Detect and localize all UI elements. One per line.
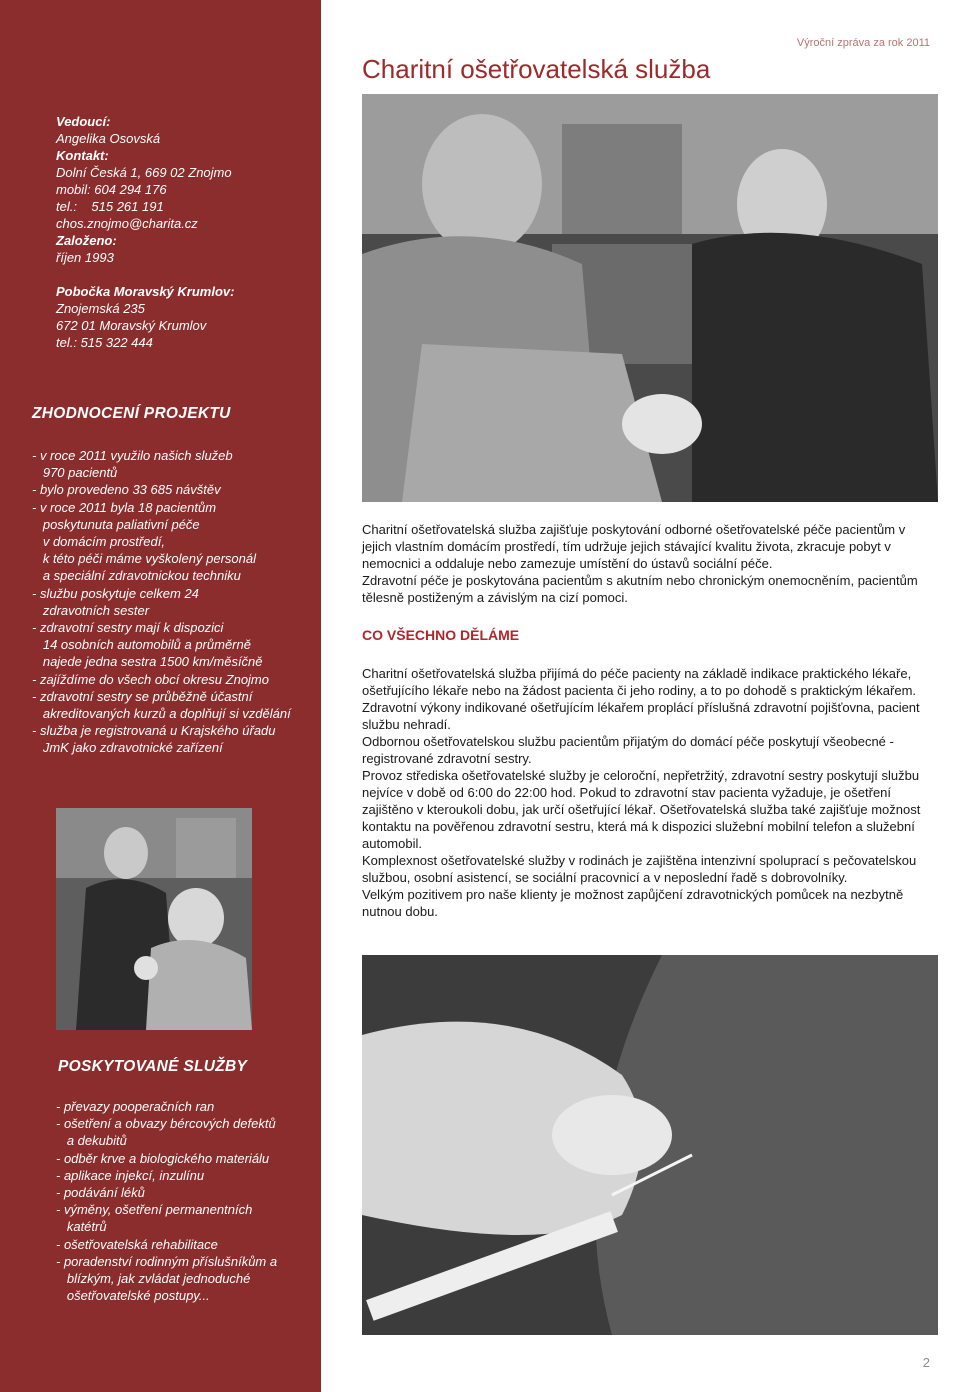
branch-tel: tel.: 515 322 444	[56, 335, 153, 350]
evaluation-item: k této péči máme vyškolený personál	[32, 551, 256, 567]
body-paragraph: Velkým pozitivem pro naše klienty je možnost zapůjčení zdravotnických pomůcek na nezbytně nutnou dobu.	[362, 887, 904, 919]
injection-photo	[362, 955, 938, 1335]
body-paragraph: Provoz střediska ošetřovatelské služby je celoroční, nepřetržitý, zdravotní sestry poskytují službu nejvíce v době od 6:00 do 22:00 hod. Pokud to zdravotní stav pacienta vyžaduje, je ošetření zajištěno v kteroukoli dobu, jak určí ošetřující lékař. Ošetřovatelská služba také zajišťuje možnost kontaktu na pověřenou zdravotní sestru, která má k dispozici služební mobilní telefon a služební automobil.	[362, 768, 921, 851]
nurse-patient-photo	[56, 808, 252, 1030]
evaluation-item: a speciální zdravotnickou techniku	[32, 568, 241, 584]
service-item: - aplikace injekcí, inzulínu	[56, 1167, 205, 1183]
evaluation-item: poskytunuta paliativní péče	[32, 516, 200, 532]
page-number: 2	[922, 1355, 930, 1370]
service-item: katétrů	[56, 1219, 107, 1235]
report-year-label: Výroční zpráva za rok 2011	[796, 37, 930, 49]
evaluation-item: - zdravotní sestry se průběžně účastní	[32, 688, 253, 704]
evaluation-item: - služba je registrovaná u Krajského úřadu	[32, 723, 276, 739]
evaluation-list	[32, 447, 317, 757]
branch-street: Znojemská 235	[56, 301, 145, 316]
service-item: - výměny, ošetření permanentních	[56, 1202, 253, 1218]
contact-address: Dolní Česká 1, 669 02 Znojmo	[56, 165, 232, 180]
service-item: ošetřovatelské postupy...	[56, 1288, 210, 1304]
contact-email: chos.znojmo@charita.cz	[56, 216, 198, 231]
contact-label: Kontakt:	[56, 148, 109, 163]
contact-tel: tel.: 515 261 191	[56, 199, 164, 214]
evaluation-item: 970 pacientů	[32, 465, 118, 481]
head-name: Angelika Osovská	[56, 131, 161, 146]
branch-city: 672 01 Moravský Krumlov	[56, 318, 207, 333]
home-care-photo	[362, 94, 938, 502]
evaluation-item: - bylo provedeno 33 685 návštěv	[32, 482, 221, 498]
contact-mobile: mobil: 604 294 176	[56, 182, 167, 197]
founded-label: Založeno:	[56, 233, 117, 248]
evaluation-item: - zajíždíme do všech obcí okresu Znojmo	[32, 671, 269, 687]
branch-label: Pobočka Moravský Krumlov:	[56, 284, 235, 299]
body-paragraph: Komplexnost ošetřovatelské služby v rodinách je zajištěna intenzivní spoluprací s pečovatelskou službou, osobní asistencí, se sociální pracovnicí a v neposlední řadě s dobrovolníky.	[362, 853, 917, 885]
intro-paragraph: Charitní ošetřovatelská služba zajišťuje poskytování odborné ošetřovatelské péče pacientům v jejich vlastním domácím prostředí, tím udržuje jejich stávající kvalitu života, zkracuje pobyt v nemocnici a oddaluje nebo zamezuje umístění do ústavů sociální péče.	[362, 522, 906, 571]
evaluation-item: v domácím prostředí,	[32, 534, 165, 550]
evaluation-item: zdravotních sester	[32, 602, 150, 618]
service-item: - ošetřovatelská rehabilitace	[56, 1236, 218, 1252]
page-title: Charitní ošetřovatelská služba	[362, 54, 711, 84]
contact-block	[56, 113, 311, 351]
intro-text	[362, 521, 938, 606]
service-item: - poradenství rodinným příslušníkům a	[56, 1253, 278, 1269]
services-title: POSKYTOVANÉ SLUŽBY	[58, 1058, 248, 1075]
evaluation-item: 14 osobních automobilů a průměrně	[32, 637, 251, 653]
what-we-do-text	[362, 665, 938, 920]
intro-paragraph: Zdravotní péče je poskytována pacientům s akutním nebo chronickým onemocněním, pacientům tělesně postiženým a závislým na cizí pomoci.	[362, 573, 918, 605]
services-list	[56, 1098, 316, 1304]
evaluation-item: najede jedna sestra 1500 km/měsíčně	[32, 654, 263, 670]
evaluation-item: akreditovaných kurzů a doplňují si vzdělání	[32, 706, 291, 722]
evaluation-title: ZHODNOCENÍ PROJEKTU	[32, 405, 231, 422]
evaluation-item: - v roce 2011 byla 18 pacientům	[32, 499, 217, 515]
service-item: blízkým, jak zvládat jednoduché	[56, 1271, 251, 1287]
service-item: - ošetření a obvazy bércových defektů	[56, 1116, 276, 1132]
service-item: - převazy pooperačních ran	[56, 1099, 215, 1114]
body-paragraph: Zdravotní výkony indikované ošetřujícím lékařem proplácí příslušná zdravotní pojišťovna, pacient službu nehradí.	[362, 700, 920, 732]
head-label: Vedoucí:	[56, 114, 111, 129]
body-paragraph: Odbornou ošetřovatelskou službu pacientům přijatým do domácí péče poskytují všeobecné - registrované zdravotní sestry.	[362, 734, 894, 766]
service-item: - podávání léků	[56, 1185, 145, 1201]
evaluation-item: - v roce 2011 využilo našich služeb	[32, 448, 233, 463]
body-paragraph: Charitní ošetřovatelská služba přijímá do péče pacienty na základě indikace praktického lékaře, ošetřujícího lékaře nebo na žádost pacienta či jeho rodiny, a to po dohodě s praktickým lékařem.	[362, 666, 917, 698]
what-we-do-heading: CO VŠECHNO DĚLÁME	[362, 627, 520, 643]
evaluation-item: - službu poskytuje celkem 24	[32, 585, 199, 601]
service-item: a dekubitů	[56, 1133, 127, 1149]
evaluation-item: - zdravotní sestry mají k dispozici	[32, 620, 224, 636]
service-item: - odběr krve a biologického materiálu	[56, 1150, 270, 1166]
evaluation-item: JmK jako zdravotnické zařízení	[32, 740, 223, 756]
founded-value: říjen 1993	[56, 250, 114, 265]
